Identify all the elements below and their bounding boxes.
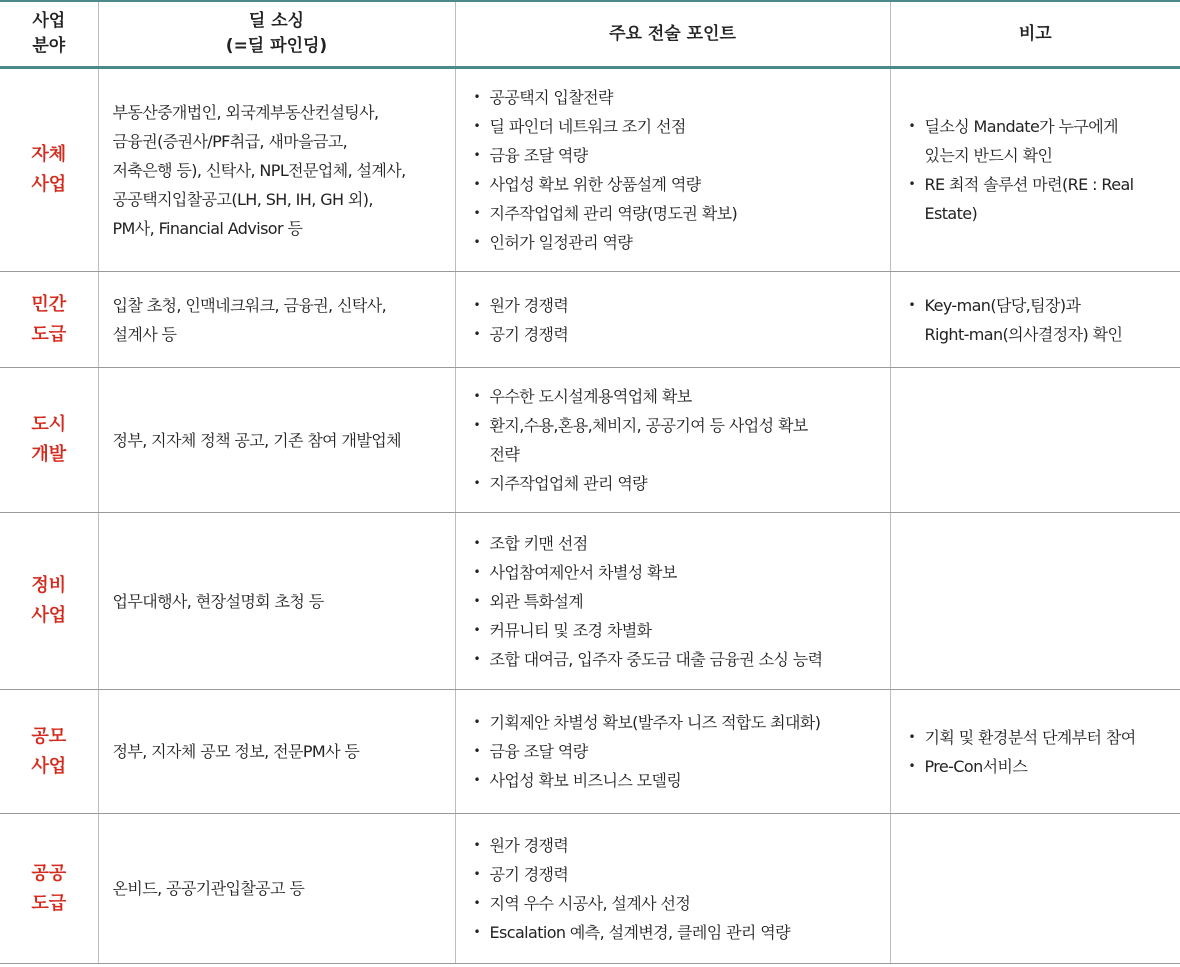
tactical-point-item xyxy=(470,170,884,199)
tactical-point-item xyxy=(470,616,884,645)
table-row xyxy=(0,68,1180,272)
remark-text-line: Pre-Con서비스 xyxy=(924,756,1028,776)
bullet-icon: • xyxy=(908,297,915,312)
tactical-point-text: 조합 대여금, 입주자 중도금 대출 금융권 소싱 능력 xyxy=(489,649,823,669)
tactical-point-item xyxy=(470,83,884,112)
tactical-point-text: 사업성 확보 비즈니스 모델링 xyxy=(489,771,682,790)
tactical-point-item xyxy=(470,558,884,587)
remark-text-line: 있는지 반드시 확인 xyxy=(924,146,1053,165)
tactical-point-item xyxy=(470,112,884,141)
remarks-cell xyxy=(890,513,1180,690)
remark-item xyxy=(905,723,1175,752)
deal-sourcing-line: 저축은행 등), 신탁사, NPL전문업체, 설계사, xyxy=(112,160,406,180)
tactical-point-item xyxy=(470,737,884,766)
deal-sourcing-line: 금융권(증권사/PF취급, 새마을금고, xyxy=(112,131,348,151)
tactical-points-cell xyxy=(455,814,890,964)
tactical-point-text: 외관 특화설계 xyxy=(489,591,584,611)
bullet-icon: • xyxy=(908,177,915,191)
tactical-point-text: 사업참여제안서 차별성 확보 xyxy=(489,562,677,582)
business-field-cell xyxy=(0,68,98,272)
tactical-points-cell xyxy=(455,368,890,513)
tactical-point-text: 우수한 도시설계용역업체 확보 xyxy=(489,387,692,406)
business-field-label: 도시 xyxy=(31,414,67,435)
deal-sourcing-cell xyxy=(98,68,455,272)
business-field-label: 자체 xyxy=(31,144,67,165)
business-field-label: 도급 xyxy=(31,892,67,914)
bullet-icon: • xyxy=(473,715,480,729)
remark-item xyxy=(905,170,1175,228)
bullet-icon: • xyxy=(473,235,480,249)
business-field-cell xyxy=(0,513,98,690)
bullet-icon: • xyxy=(473,297,480,312)
deal-sourcing-line: 공공택지입찰공고(LH, SH, IH, GH 외), xyxy=(112,189,373,209)
tactical-point-item xyxy=(470,469,884,498)
tactical-points-cell xyxy=(455,690,890,814)
tactical-point-item xyxy=(470,529,884,558)
bullet-icon: • xyxy=(473,622,480,637)
remarks-cell xyxy=(890,68,1180,272)
deal-sourcing-cell xyxy=(98,690,455,814)
bullet-icon: • xyxy=(473,651,480,666)
tactical-point-item xyxy=(470,860,884,889)
header-tactical-points: 주요 전술 포인트 xyxy=(455,1,890,68)
table-row xyxy=(0,814,1180,964)
tactical-point-item xyxy=(470,382,884,411)
bullet-icon: • xyxy=(473,535,480,550)
tactical-point-item xyxy=(470,766,884,795)
bullet-icon: • xyxy=(908,729,915,744)
bullet-icon: • xyxy=(473,924,480,939)
tactical-point-text: 지주작업업체 관리 역량(명도권 확보) xyxy=(489,204,738,223)
bullet-icon: • xyxy=(473,593,480,608)
table-row xyxy=(0,690,1180,814)
tactical-point-text: Escalation 예측, 설계변경, 클레임 관리 역량 xyxy=(489,922,790,942)
tactical-point-text: 지역 우수 시공사, 설계사 선정 xyxy=(489,893,691,913)
remark-item xyxy=(905,291,1175,349)
business-field-label: 사업 xyxy=(31,755,67,777)
business-field-label: 정비 xyxy=(31,575,67,596)
business-field-label: 사업 xyxy=(31,605,67,626)
tactical-point-item xyxy=(470,708,884,737)
bullet-icon: • xyxy=(473,418,480,432)
deal-sourcing-cell xyxy=(98,814,455,964)
tactical-points-list xyxy=(456,708,890,795)
tactical-point-text: 공기 경쟁력 xyxy=(489,324,569,344)
table-row xyxy=(0,272,1180,368)
remark-text-line: Right-man(의사결정자) 확인 xyxy=(924,324,1123,344)
remark-text-line: RE 최적 솔루션 마련(RE : Real xyxy=(924,175,1134,194)
tactical-point-text: 조합 키맨 선점 xyxy=(489,533,588,553)
business-field-cell xyxy=(0,814,98,964)
bullet-icon: • xyxy=(473,177,480,191)
remark-text-line: 기획 및 환경분석 단계부터 참여 xyxy=(924,727,1136,747)
table-row xyxy=(0,513,1180,690)
tactical-point-item xyxy=(470,918,884,947)
remark-item xyxy=(905,112,1175,170)
tactical-points-list xyxy=(456,83,890,257)
business-field-label: 개발 xyxy=(31,444,67,465)
tactical-point-item xyxy=(470,291,884,320)
business-field-label: 공모 xyxy=(31,725,67,747)
remarks-cell xyxy=(890,690,1180,814)
tactical-point-text: 지주작업업체 관리 역량 xyxy=(489,474,648,493)
bullet-icon: • xyxy=(473,206,480,220)
header-business-field: 사업 분야 xyxy=(0,1,98,68)
bullet-icon: • xyxy=(473,895,480,910)
tactical-points-list xyxy=(456,291,890,349)
remarks-cell xyxy=(890,272,1180,368)
tactical-point-text: 커뮤니티 및 조경 차별화 xyxy=(489,620,652,640)
bullet-icon: • xyxy=(908,119,915,133)
deal-sourcing-cell xyxy=(98,368,455,513)
tactical-points-cell xyxy=(455,513,890,690)
remark-text-line: 딜소싱 Mandate가 누구에게 xyxy=(924,117,1118,136)
bullet-icon: • xyxy=(473,119,480,133)
tactical-point-text: 기획제안 차별성 확보(발주자 니즈 적합도 최대화) xyxy=(489,713,821,732)
bullet-icon: • xyxy=(908,758,915,773)
business-field-label: 도급 xyxy=(31,323,67,345)
bullet-icon: • xyxy=(473,326,480,341)
tactical-point-text: 원가 경쟁력 xyxy=(489,295,569,315)
tactical-point-item xyxy=(470,587,884,616)
tactical-point-text: 환지,수용,혼용,체비지, 공공기여 등 사업성 확보 전략 xyxy=(489,416,808,464)
deal-sourcing-cell xyxy=(98,272,455,368)
tactical-point-item xyxy=(470,141,884,170)
deal-sourcing-line: 업무대행사, 현장설명회 초청 등 xyxy=(112,591,324,611)
business-field-cell xyxy=(0,690,98,814)
deal-sourcing-line: PM사, Financial Advisor 등 xyxy=(112,218,303,238)
bullet-icon: • xyxy=(473,148,480,162)
remark-item xyxy=(905,752,1175,781)
tactical-point-text: 사업성 확보 위한 상품설계 역량 xyxy=(489,175,701,194)
remark-text-line: Estate) xyxy=(924,204,978,223)
tactical-point-text: 금융 조달 역량 xyxy=(489,146,588,165)
deal-sourcing-line: 정부, 지자체 정책 공고, 기존 참여 개발업체 xyxy=(112,430,401,450)
deal-sourcing-line: 부동산중개법인, 외국계부동산컨설팅사, xyxy=(112,102,379,122)
tactical-point-item xyxy=(470,645,884,674)
remark-text-line: Key-man(담당,팀장)과 xyxy=(924,295,1081,315)
tactical-point-text: 원가 경쟁력 xyxy=(489,835,569,855)
tactical-points-list xyxy=(456,529,890,674)
tactical-points-list xyxy=(456,831,890,947)
deal-sourcing-line: 설계사 등 xyxy=(112,324,177,344)
header-deal-sourcing: 딜 소싱 (=딜 파인딩) xyxy=(98,1,455,68)
bullet-icon: • xyxy=(473,564,480,579)
deal-sourcing-line: 정부, 지자체 공모 정보, 전문PM사 등 xyxy=(112,742,360,761)
remarks-list xyxy=(891,723,1180,781)
bullet-icon: • xyxy=(473,866,480,881)
tactical-points-cell xyxy=(455,68,890,272)
bullet-icon: • xyxy=(473,90,480,104)
bullet-icon: • xyxy=(473,773,480,787)
tactical-point-item xyxy=(470,199,884,228)
bullet-icon: • xyxy=(473,476,480,490)
business-field-label: 사업 xyxy=(31,174,67,195)
bullet-icon: • xyxy=(473,744,480,758)
business-field-label: 민간 xyxy=(31,293,67,315)
tactical-point-text: 딜 파인더 네트워크 조기 선점 xyxy=(489,117,686,136)
tactical-point-text: 인허가 일정관리 역량 xyxy=(489,233,633,252)
remarks-cell xyxy=(890,368,1180,513)
remarks-list xyxy=(891,291,1180,349)
deal-sourcing-cell xyxy=(98,513,455,690)
table-row xyxy=(0,368,1180,513)
header-row xyxy=(0,1,1180,68)
tactical-point-text: 금융 조달 역량 xyxy=(489,742,588,761)
remarks-cell xyxy=(890,814,1180,964)
tactical-point-item xyxy=(470,889,884,918)
tactical-point-text: 공기 경쟁력 xyxy=(489,864,569,884)
tactical-point-item xyxy=(470,320,884,349)
bullet-icon: • xyxy=(473,389,480,403)
tactical-point-text: 공공택지 입찰전략 xyxy=(489,88,613,107)
business-field-cell xyxy=(0,368,98,513)
business-field-label: 공공 xyxy=(31,862,67,884)
business-field-cell xyxy=(0,272,98,368)
tactical-point-item xyxy=(470,831,884,860)
header-remarks: 비고 xyxy=(890,1,1180,68)
tactical-points-list xyxy=(456,382,890,498)
tactical-points-cell xyxy=(455,272,890,368)
remarks-list xyxy=(891,112,1180,228)
bullet-icon: • xyxy=(473,837,480,852)
tactical-point-item xyxy=(470,228,884,257)
deal-sourcing-line: 온비드, 공공기관입찰공고 등 xyxy=(112,879,305,898)
tactical-point-item xyxy=(470,411,884,469)
deal-sourcing-line: 입찰 초청, 인맥네크워크, 금융권, 신탁사, xyxy=(112,295,387,315)
